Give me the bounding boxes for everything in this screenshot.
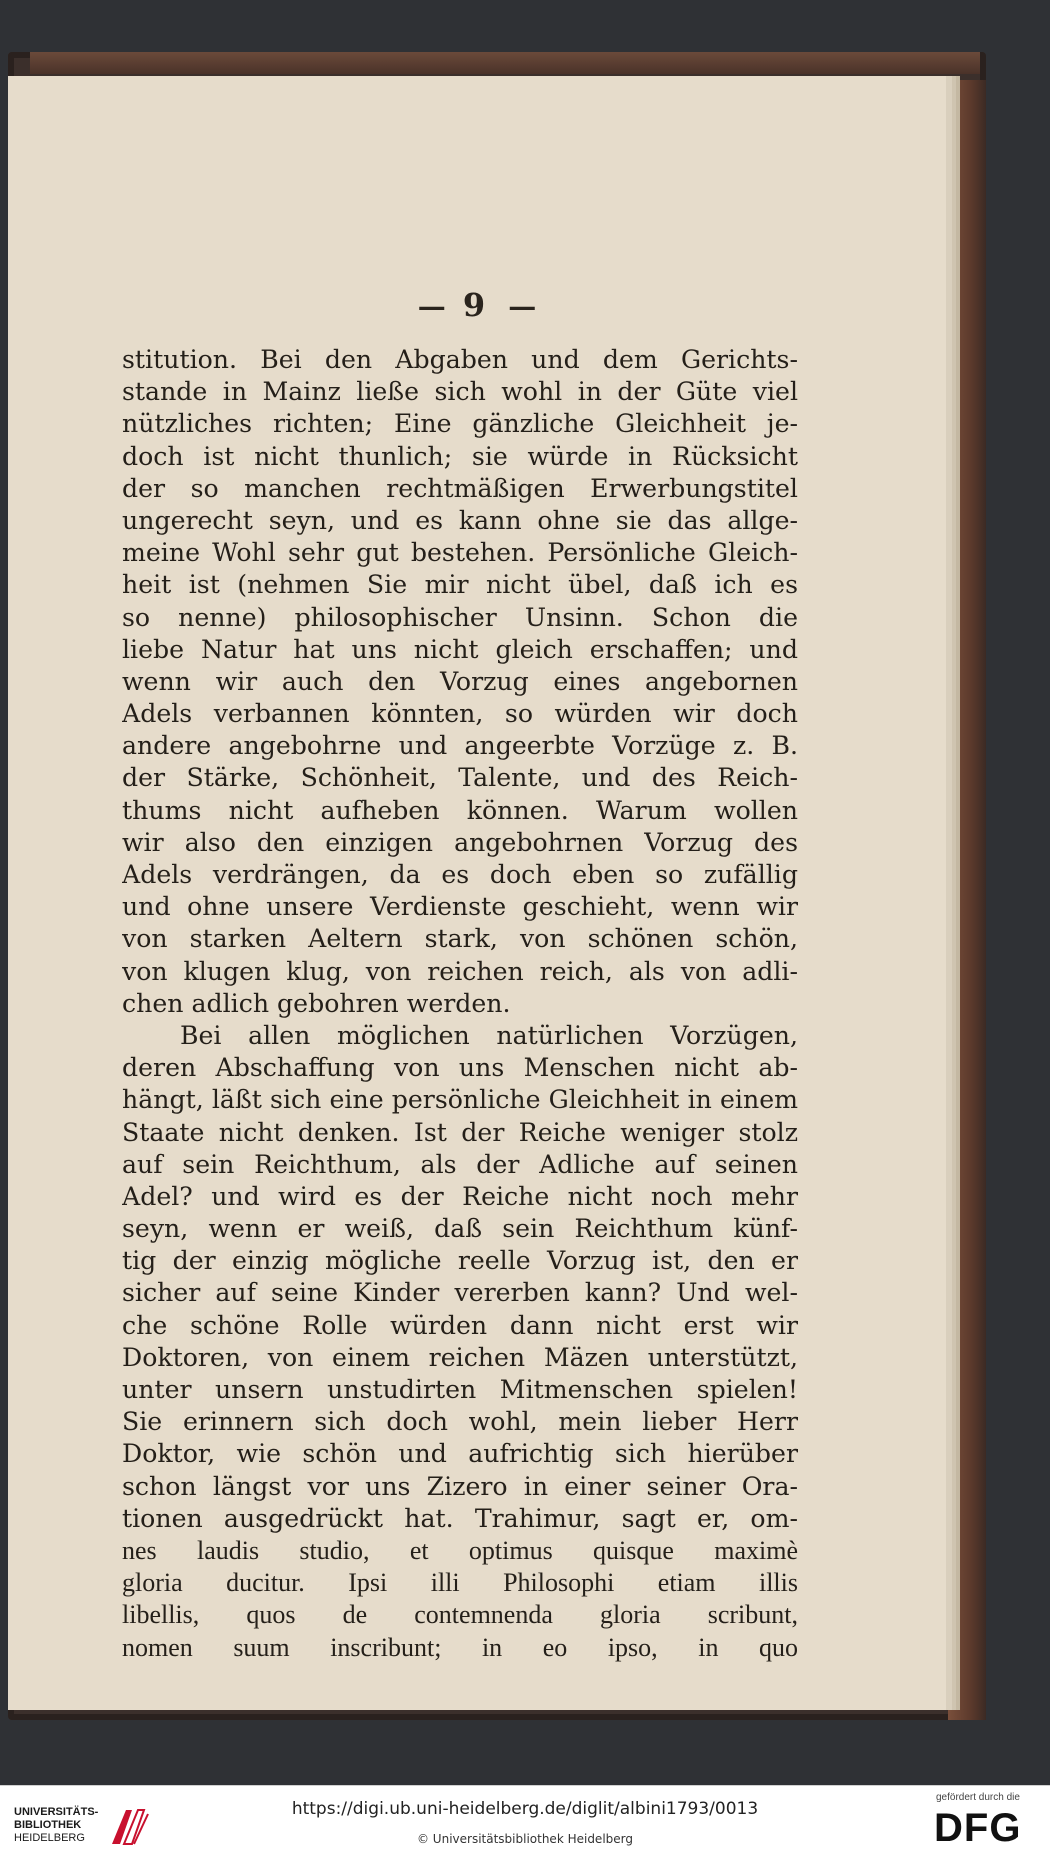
text-line: che schöne Rolle würden dann nicht erst wir [122,1310,798,1340]
book-right-edge [948,80,986,1720]
text-line: schon längst vor uns Zizero in einer seiner Ora- [122,1471,798,1501]
text-line: gloria ducitur. Ipsi illi Philosophi etiam illis [122,1568,798,1598]
text-line: doch ist nicht thunlich; sie würde in Rücksicht [122,441,798,471]
text-line: meine Wohl sehr gut bestehen. Persönliche Gleich- [122,538,798,568]
text-line: nes laudis studio, et optimus quisque maximè [122,1535,798,1565]
text-line: Staate nicht denken. Ist der Reiche weniger stolz [122,1117,798,1147]
text-line: Adels verdrängen, da es doch eben so zufällig [122,860,798,889]
text-line: und ohne unsere Verdienste geschieht, wenn wir [122,892,798,922]
text-line: deren Abschaffung von uns Menschen nicht ab- [122,1053,798,1083]
university-library-logo[interactable]: UNIVERSITÄTS- BIBLIOTHEK HEIDELBERG [14,1804,164,1848]
text-line: Adels verbannen könnten, so würden wir doch [122,699,798,729]
page-number: 9 [462,286,492,324]
page-text [122,344,798,1664]
text-line: libellis, quos de contemnenda gloria scribunt, [122,1600,798,1630]
book-page [8,76,946,1710]
book-top-edge [30,52,980,74]
text-line: Doktoren, von einem reichen Mäzen unterstützt, [122,1342,798,1372]
text-line: von starken Aeltern stark, von schönen schön, [122,924,798,954]
text-line: unter unsern unstudirten Mitmenschen spielen! [122,1375,798,1404]
text-line: der Stärke, Schönheit, Talente, und des Reich- [122,763,798,793]
text-line: Adel? und wird es der Reiche nicht noch mehr [122,1181,798,1211]
text-line: der so manchen rechtmäßigen Erwerbungstitel [122,473,798,503]
text-line: tig der einzig mögliche reelle Vorzug ist, den er [122,1246,798,1276]
text-line: hängt, läßt sich eine persönliche Gleichheit in einem [122,1085,798,1115]
text-line: seyn, wenn er weiß, daß sein Reichthum künf- [122,1214,798,1244]
permalink-url[interactable]: https://digi.ub.uni-heidelberg.de/diglit/albini1793/0013 [291,1799,759,1819]
dfg-logo[interactable]: gefördert durch die DFG [934,1792,1022,1850]
copyright-notice: © Universitätsbibliothek Heidelberg [416,1832,633,1846]
text-line: so nenne) philosophischer Unsinn. Schon die [122,602,798,632]
text-line: tionen ausgedrückt hat. Trahimur, sagt er, om- [122,1503,798,1533]
text-line: nomen suum inscribunt; in eo ipso, in quo [122,1632,798,1662]
text-line: thums nicht aufheben können. Warum wollen [122,795,798,825]
text-line: stande in Mainz ließe sich wohl in der Güte viel [122,377,798,407]
text-line: auf sein Reichthum, als der Adliche auf seinen [122,1149,798,1179]
text-line: chen adlich gebohren werden. [122,988,511,1018]
text-line: von klugen klug, von reichen reich, als von adli- [122,956,798,986]
viewer-footer [0,1785,1050,1862]
text-line: sicher auf seine Kinder vererben kann? Und wel- [122,1278,798,1308]
text-line: liebe Natur hat uns nicht gleich erschaffen; und [122,634,798,664]
text-line: andere angebohrne und angeerbte Vorzüge z. B. [122,731,798,761]
text-line: heit ist (nehmen Sie mir nicht übel, daß ich es [122,570,798,600]
text-line: wir also den einzigen angebohrnen Vorzug des [122,827,798,857]
text-line: wenn wir auch den Vorzug eines angebornen [122,666,798,696]
text-line: nützliches richten; Eine gänzliche Gleichheit je- [122,409,798,439]
text-line: Sie erinnern sich doch wohl, mein lieber Herr [122,1407,798,1437]
text-line: stitution. Bei den Abgaben und dem Gerichts- [122,345,798,374]
text-line: Doktor, wie schön und aufrichtig sich hierüber [122,1439,798,1469]
page-number-header: — 9 — [417,286,537,324]
text-line: ungerecht seyn, und es kann ohne sie das allge- [122,505,798,535]
text-line: Bei allen möglichen natürlichen Vorzügen, [180,1020,798,1050]
